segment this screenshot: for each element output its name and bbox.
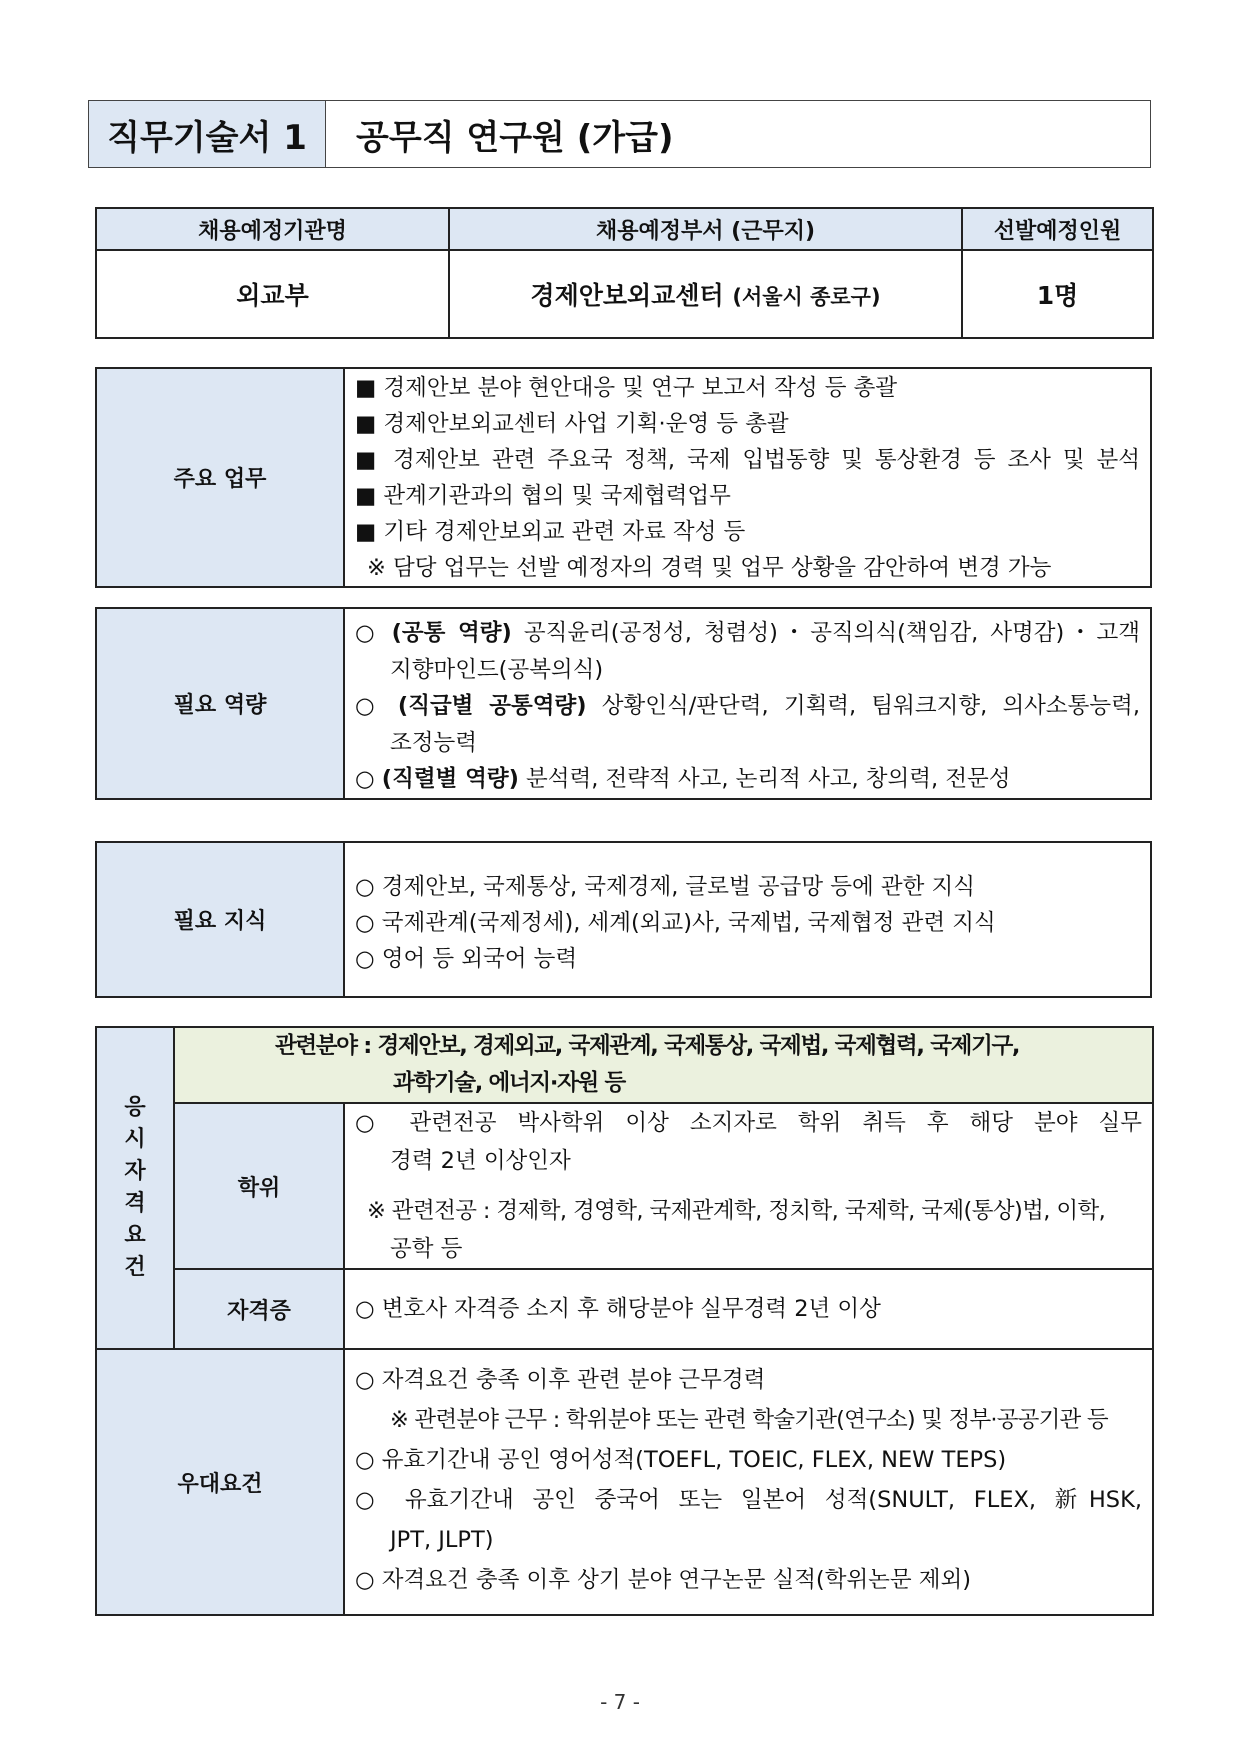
bullet: ○ — [355, 766, 375, 792]
preference-note: ※ 관련분야 근무 : 학위분야 또는 관련 학술기관(연구소) 및 정부·공공기관 등 — [390, 1407, 1108, 1433]
preference-item: ○ 자격요건 충족 이후 상기 분야 연구논문 실적(학위논문 제외) — [355, 1567, 972, 1593]
page-number: - 7 - — [600, 1690, 640, 1714]
competency-item — [355, 761, 1140, 798]
qualification-label-vertical — [98, 1092, 172, 1284]
qualification-label-char: 격 — [124, 1191, 146, 1216]
duty-item: ■ 기타 경제안보외교 관련 자료 작성 등 — [355, 519, 746, 545]
degree-requirement: ○ 관련전공 박사학위 이상 소지자로 학위 취득 후 해당 분야 실무 — [355, 1110, 1142, 1136]
duties-body — [344, 368, 1151, 587]
degree-note-cont: 공학 등 — [390, 1236, 463, 1262]
knowledge-label: 필요 지식 — [96, 842, 344, 997]
qualification-label-char: 응 — [124, 1095, 146, 1120]
qualification-section — [95, 1026, 1154, 1616]
title-label: 직무기술서 1 — [89, 101, 326, 167]
related-field — [174, 1027, 1153, 1103]
knowledge-section — [95, 841, 1152, 998]
agency-value: 외교부 — [96, 250, 449, 338]
degree-body — [344, 1103, 1153, 1269]
department-value — [449, 250, 962, 338]
competency-text-cont: 지향마인드(공복의식) — [390, 656, 604, 683]
competency-head: (직렬별 역량) — [381, 766, 519, 792]
preference-item-cont: JPT, JLPT) — [390, 1527, 494, 1553]
duty-item: ■ 경제안보외교센터 사업 기획·운영 등 총괄 — [355, 411, 789, 437]
duties-section — [95, 367, 1152, 588]
duty-item: ■ 관계기관과의 협의 및 국제협력업무 — [355, 483, 731, 509]
bullet: ○ — [355, 693, 383, 719]
competency-item — [355, 688, 1140, 725]
qualification-label-char: 건 — [124, 1255, 146, 1280]
competency-label: 필요 역량 — [96, 608, 344, 799]
duty-item: ■ 경제안보 분야 현안대응 및 연구 보고서 작성 등 총괄 — [355, 375, 898, 401]
competency-text-cont: 조정능력 — [390, 729, 477, 756]
department-header: 채용예정부서 (근무지) — [449, 208, 962, 250]
duty-item: ■ 경제안보 관련 주요국 정책, 국제 입법동향 및 통상환경 등 조사 및 분석 — [355, 447, 1140, 473]
count-value: 1명 — [962, 250, 1153, 338]
certificate-requirement: ○ 변호사 자격증 소지 후 해당분야 실무경력 2년 이상 — [355, 1296, 881, 1322]
qualification-label-char: 시 — [124, 1127, 146, 1152]
competency-head: (직급별 공통역량) — [397, 693, 587, 719]
qualification-label — [96, 1027, 174, 1349]
degree-requirement-cont: 경력 2년 이상인자 — [390, 1148, 571, 1174]
duties-label: 주요 업무 — [96, 368, 344, 587]
related-field-line: 과학기술, 에너지·자원 등 — [393, 1070, 625, 1096]
document-title — [88, 100, 1151, 168]
knowledge-item: ○ 경제안보, 국제통상, 국제경제, 글로벌 공급망 등에 관한 지식 — [355, 874, 975, 900]
competency-text: 상황인식/판단력, 기획력, 팀워크지향, 의사소통능력, — [601, 693, 1140, 719]
preference-body — [344, 1349, 1153, 1615]
degree-note: ※ 관련전공 : 경제학, 경영학, 국제관계학, 정치학, 국제학, 국제(통상)법, 이학, — [367, 1198, 1106, 1224]
competency-text: 분석력, 전략적 사고, 논리적 사고, 창의력, 전문성 — [526, 766, 1011, 792]
recruitment-info-table — [95, 207, 1154, 339]
preference-item: ○ 유효기간내 공인 영어성적(TOEFL, TOEIC, FLEX, NEW TEPS) — [355, 1447, 1007, 1473]
competency-body — [344, 608, 1151, 799]
competency-text: 공직윤리(공정성, 청렴성)・공직의식(책임감, 사명감)・고객 — [523, 620, 1140, 646]
knowledge-body — [344, 842, 1151, 997]
competency-section — [95, 607, 1152, 800]
certificate-body — [344, 1269, 1153, 1349]
competency-item — [355, 615, 1140, 652]
count-header: 선발예정인원 — [962, 208, 1153, 250]
knowledge-item: ○ 영어 등 외국어 능력 — [355, 946, 578, 972]
competency-head: (공통 역량) — [391, 620, 512, 646]
department-name: 경제안보외교센터 — [530, 281, 724, 310]
position-title: 공무직 연구원 (가급) — [356, 117, 674, 158]
qualification-label-char: 요 — [124, 1223, 146, 1248]
degree-label: 학위 — [174, 1103, 344, 1269]
preference-item: ○ 유효기간내 공인 중국어 또는 일본어 성적(SNULT, FLEX, 新HSK, — [355, 1487, 1142, 1513]
agency-header: 채용예정기관명 — [96, 208, 449, 250]
preference-item: ○ 자격요건 충족 이후 관련 분야 근무경력 — [355, 1367, 766, 1393]
certificate-label: 자격증 — [174, 1269, 344, 1349]
department-location: (서울시 종로구) — [732, 285, 881, 309]
knowledge-item: ○ 국제관계(국제정세), 세계(외교)사, 국제법, 국제협정 관련 지식 — [355, 910, 996, 936]
related-field-line: 관련분야 : 경제안보, 경제외교, 국제관계, 국제통상, 국제법, 국제협력, 국제기구, — [275, 1033, 1020, 1059]
qualification-label-char: 자 — [124, 1159, 146, 1184]
bullet: ○ — [355, 620, 380, 646]
duty-note: ※ 담당 업무는 선발 예정자의 경력 및 업무 상황을 감안하여 변경 가능 — [367, 555, 1052, 581]
preference-label: 우대요건 — [96, 1349, 344, 1615]
